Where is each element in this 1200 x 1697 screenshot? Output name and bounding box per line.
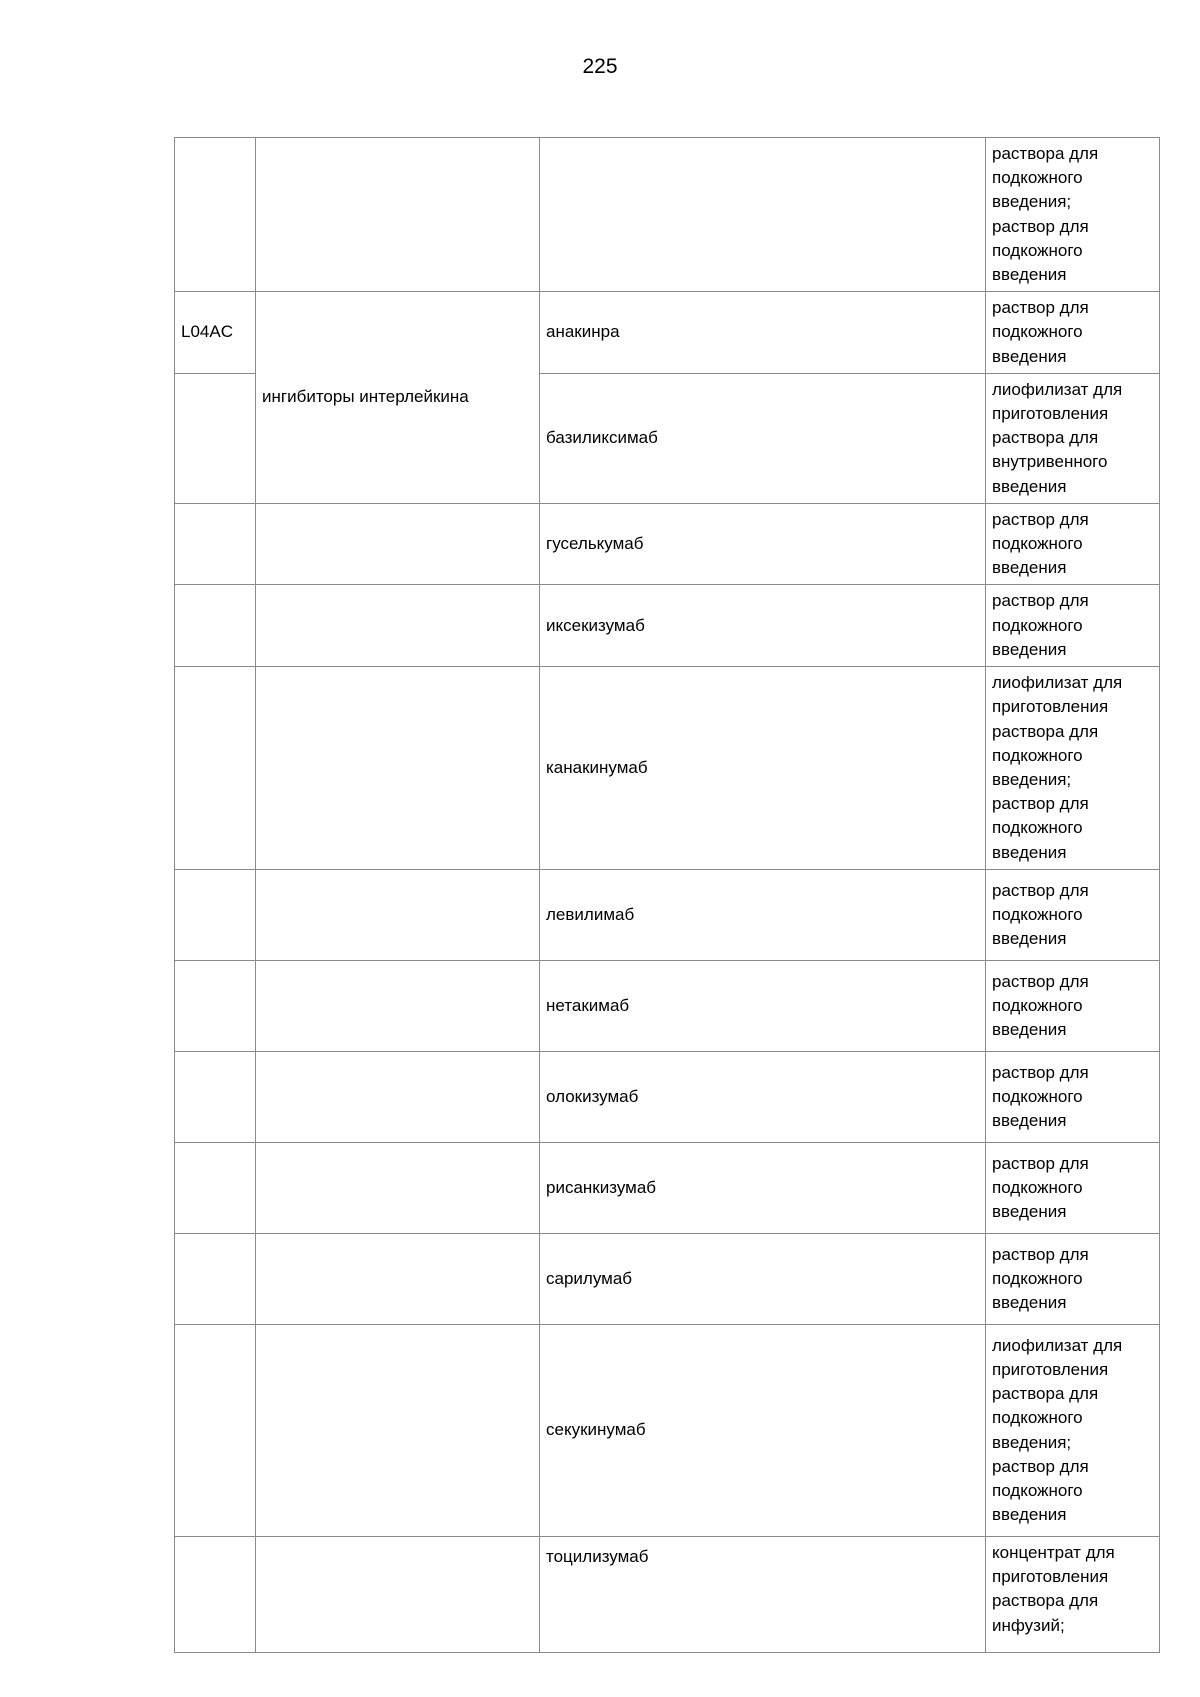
dosage-form-line: подкожного (992, 1268, 1083, 1288)
dosage-form-line: раствор для (992, 1456, 1089, 1476)
dosage-form-cell (986, 503, 1160, 585)
dosage-form-line: подкожного (992, 904, 1083, 924)
atc-code-cell (175, 667, 256, 870)
drug-name-cell: тоцилизумаб (540, 1537, 986, 1653)
drug-name-cell: сарилумаб (540, 1234, 986, 1325)
drug-name-cell: канакинумаб (540, 667, 986, 870)
group-cell (256, 667, 540, 870)
table-row (175, 292, 1160, 374)
table-row (175, 1052, 1160, 1143)
dosage-form-cell (986, 667, 1160, 870)
group-cell (256, 961, 540, 1052)
dosage-form-line: внутривенного (992, 452, 1108, 472)
atc-code-cell (175, 585, 256, 667)
atc-code-cell (175, 961, 256, 1052)
dosage-form-line: подкожного (992, 168, 1083, 188)
dosage-form-line: введения (992, 476, 1067, 496)
table-row (175, 667, 1160, 870)
dosage-form-line: раствор для (992, 216, 1089, 236)
dosage-form-line: приготовления (992, 1359, 1109, 1379)
drug-name-cell: левилимаб (540, 870, 986, 961)
dosage-form-cell (986, 138, 1160, 292)
atc-code-cell (175, 1537, 256, 1653)
dosage-form-cell (986, 961, 1160, 1052)
atc-code-cell (175, 1143, 256, 1234)
dosage-form-line: введения; (992, 1432, 1072, 1452)
dosage-form-line: введения (992, 1505, 1067, 1525)
dosage-form-line: раствор для (992, 509, 1089, 529)
page-number: 225 (582, 55, 618, 78)
dosage-form-line: раствор для (992, 591, 1089, 611)
group-cell (256, 585, 540, 667)
dosage-form-line: введения; (992, 770, 1072, 790)
drug-name-cell (540, 138, 986, 292)
dosage-form-line: подкожного (992, 1408, 1083, 1428)
atc-code-cell (175, 373, 256, 503)
dosage-form-line: инфузий; (992, 1615, 1065, 1635)
dosage-form-line: раствора для (992, 1384, 1099, 1404)
dosage-form-cell (986, 585, 1160, 667)
drug-name-cell: олокизумаб (540, 1052, 986, 1143)
dosage-form-cell (986, 1234, 1160, 1325)
table-row (175, 1234, 1160, 1325)
atc-code-cell (175, 1052, 256, 1143)
dosage-form-line: подкожного (992, 1086, 1083, 1106)
table-row (175, 585, 1160, 667)
drug-name-cell: рисанкизумаб (540, 1143, 986, 1234)
group-cell: ингибиторы интерлейкина (256, 292, 540, 504)
dosage-form-line: раствора для (992, 1591, 1099, 1611)
dosage-form-line: введения (992, 929, 1067, 949)
group-cell (256, 138, 540, 292)
dosage-form-line: раствор для (992, 880, 1089, 900)
dosage-form-line: подкожного (992, 995, 1083, 1015)
drug-name-cell: базиликсимаб (540, 373, 986, 503)
dosage-form-line: раствора для (992, 721, 1099, 741)
dosage-form-line: лиофилизат для (992, 673, 1123, 693)
group-cell (256, 870, 540, 961)
dosage-form-cell (986, 1325, 1160, 1537)
dosage-form-line: приготовления (992, 1567, 1109, 1587)
dosage-form-line: подкожного (992, 322, 1083, 342)
group-cell (256, 1234, 540, 1325)
table-row (175, 961, 1160, 1052)
table-row (175, 138, 1160, 292)
dosage-form-line: раствор для (992, 298, 1089, 318)
dosage-form-line: введения; (992, 192, 1072, 212)
atc-code-cell (175, 503, 256, 585)
dosage-form-line: раствор для (992, 794, 1089, 814)
dosage-form-cell (986, 1052, 1160, 1143)
dosage-form-line: раствор для (992, 971, 1089, 991)
atc-code-cell: L04AC (175, 292, 256, 374)
dosage-form-line: подкожного (992, 615, 1083, 635)
dosage-form-line: введения (992, 639, 1067, 659)
table-row (175, 503, 1160, 585)
dosage-form-cell (986, 870, 1160, 961)
dosage-form-line: введения (992, 842, 1067, 862)
drug-name-cell: нетакимаб (540, 961, 986, 1052)
drug-name-cell: анакинра (540, 292, 986, 374)
dosage-form-line: введения (992, 1202, 1067, 1222)
dosage-form-line: раствора для (992, 144, 1099, 163)
dosage-form-line: подкожного (992, 745, 1083, 765)
dosage-form-line: раствора для (992, 428, 1099, 448)
atc-code-cell (175, 870, 256, 961)
group-cell (256, 1537, 540, 1653)
table-row (175, 1143, 1160, 1234)
table-row (175, 1325, 1160, 1537)
drug-table (174, 137, 1160, 1653)
dosage-form-cell (986, 292, 1160, 374)
dosage-form-line: подкожного (992, 1177, 1083, 1197)
dosage-form-line: раствор для (992, 1244, 1089, 1264)
group-cell (256, 1325, 540, 1537)
dosage-form-line: подкожного (992, 818, 1083, 838)
drug-name-cell: секукинумаб (540, 1325, 986, 1537)
drug-name-cell: гуселькумаб (540, 503, 986, 585)
table-row (175, 870, 1160, 961)
dosage-form-line: раствор для (992, 1153, 1089, 1173)
dosage-form-cell (986, 1143, 1160, 1234)
group-cell (256, 503, 540, 585)
dosage-form-line: подкожного (992, 240, 1083, 260)
dosage-form-line: введения (992, 346, 1067, 366)
dosage-form-line: подкожного (992, 534, 1083, 554)
dosage-form-line: раствор для (992, 1062, 1089, 1082)
atc-code-cell (175, 1234, 256, 1325)
dosage-form-line: введения (992, 1020, 1067, 1040)
dosage-form-line: приготовления (992, 404, 1109, 424)
dosage-form-line: концентрат для (992, 1543, 1115, 1563)
dosage-form-cell (986, 1537, 1160, 1653)
dosage-form-line: введения (992, 265, 1067, 285)
dosage-form-line: лиофилизат для (992, 1335, 1123, 1355)
dosage-form-line: приготовления (992, 697, 1109, 717)
dosage-form-line: подкожного (992, 1480, 1083, 1500)
dosage-form-line: введения (992, 1293, 1067, 1313)
table-row (175, 1537, 1160, 1653)
group-cell (256, 1052, 540, 1143)
group-cell (256, 1143, 540, 1234)
atc-code-cell (175, 138, 256, 292)
atc-code-cell (175, 1325, 256, 1537)
dosage-form-line: введения (992, 1111, 1067, 1131)
dosage-form-cell (986, 373, 1160, 503)
dosage-form-line: введения (992, 558, 1067, 578)
dosage-form-line: лиофилизат для (992, 379, 1123, 399)
drug-name-cell: иксекизумаб (540, 585, 986, 667)
